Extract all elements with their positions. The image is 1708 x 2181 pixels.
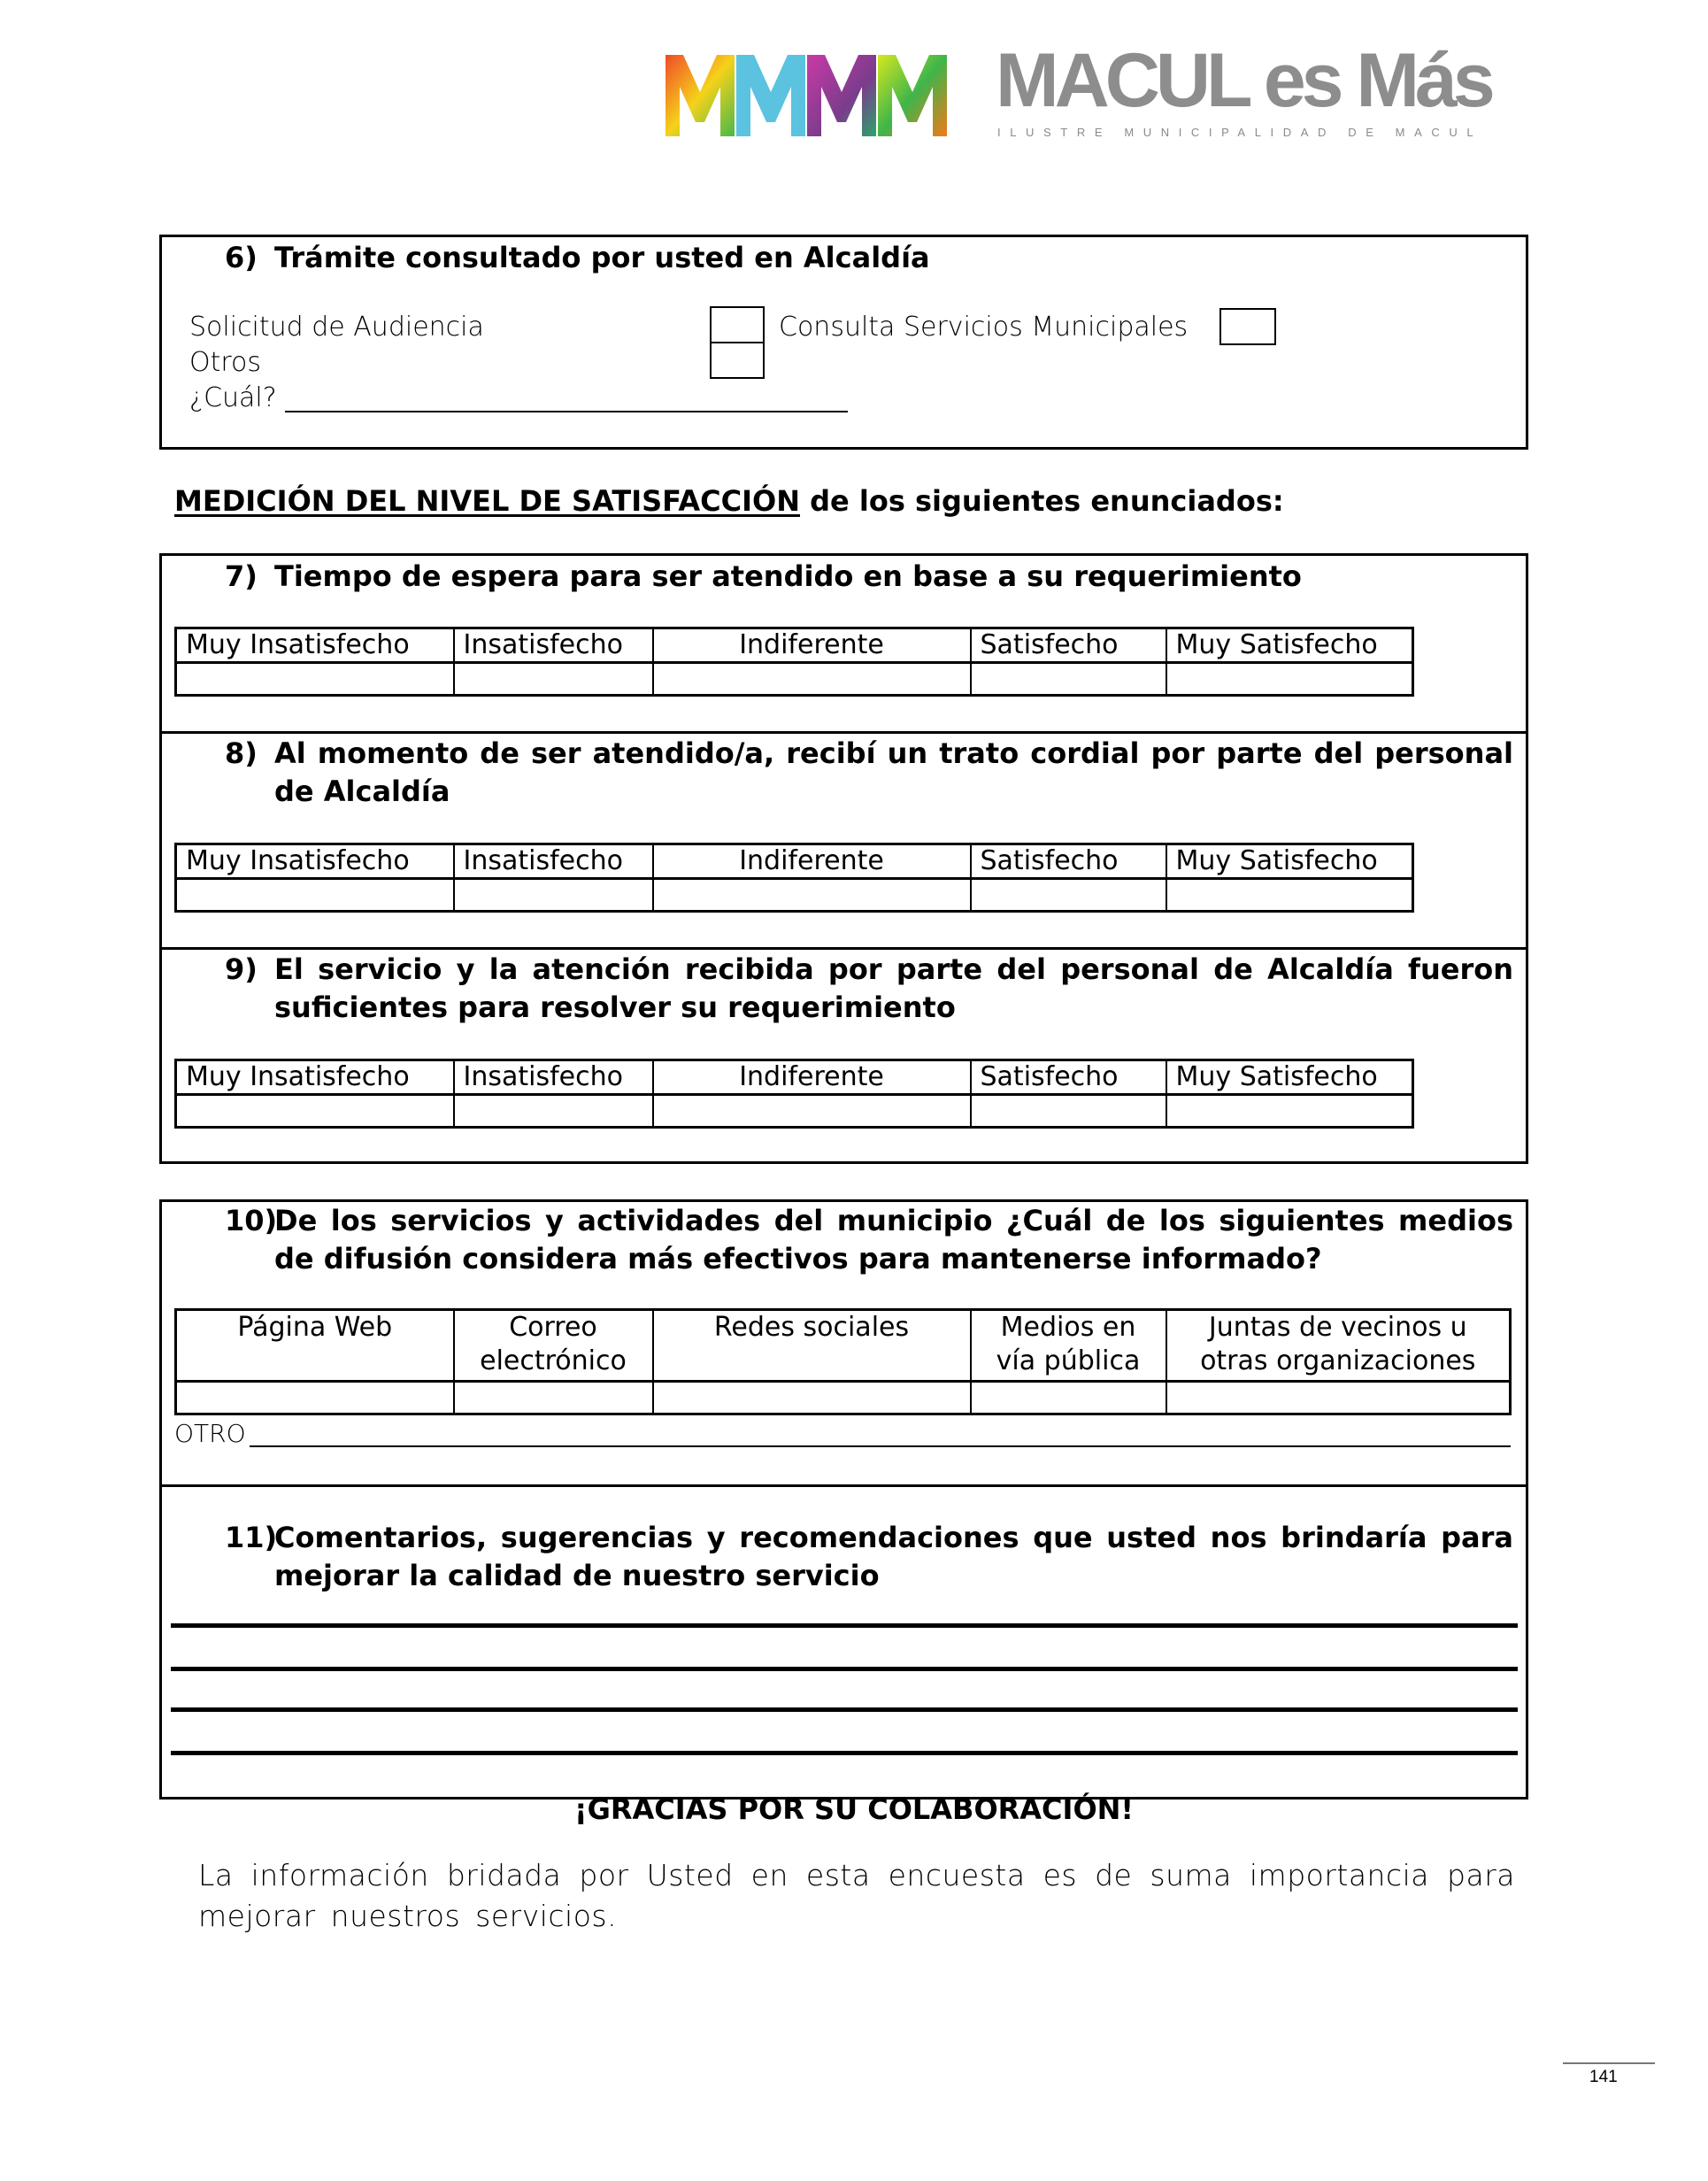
comment-line[interactable] [171,1751,1518,1755]
brand-title: MACUL es Más [996,38,1491,123]
q9-answer-indiferente[interactable] [653,1095,971,1128]
q8-answer-muy-insatisfecho[interactable] [176,879,454,912]
question-7-number: 7) [225,559,258,593]
scale-label: Insatisfecho [454,628,653,663]
media-option-label: Redes sociales [653,1310,971,1382]
thanks-message: ¡GRACIAS POR SU COLABORACIÓN! [573,1792,1135,1826]
scale-label: Insatisfecho [454,1060,653,1095]
q7-answer-muy-satisfecho[interactable] [1166,663,1413,696]
question-9-number: 9) [225,952,258,986]
q10-answer-redes-sociales[interactable] [653,1382,971,1414]
scale-label: Muy Insatisfecho [176,844,454,879]
option-consulta-servicios-label: Consulta Servicios Municipales [779,312,1189,343]
question-10-media-table [174,1308,1512,1415]
question-6-title: Trámite consultado por usted en Alcaldía [274,241,930,274]
q10-answer-pagina-web[interactable] [176,1382,454,1414]
logo-m-icon [807,55,876,136]
section-heading [174,482,1284,520]
question-8-number: 8) [225,736,258,770]
q8-answer-muy-satisfecho[interactable] [1166,879,1413,912]
cual-input-line[interactable] [285,411,848,412]
option-consulta-servicios-checkbox[interactable] [1219,308,1276,345]
scale-label: Indiferente [653,844,971,879]
divider [159,947,1528,950]
section-heading-underlined: MEDICIÓN DEL NIVEL DE SATISFACCIÓN [174,484,800,518]
section-heading-rest: de los siguientes enunciados: [799,484,1284,518]
logo-m-icon [666,55,735,136]
q9-answer-satisfecho[interactable] [971,1095,1166,1128]
scale-label: Muy Insatisfecho [176,1060,454,1095]
q8-answer-insatisfecho[interactable] [454,879,653,912]
option-solicitud-audiencia-checkbox[interactable] [710,306,765,343]
scale-label: Insatisfecho [454,844,653,879]
question-11-number: 11) [225,1521,278,1554]
option-solicitud-audiencia-label: Solicitud de Audiencia [189,312,484,343]
scale-label: Muy Satisfecho [1166,844,1413,879]
option-otros-checkbox[interactable] [710,342,765,379]
q9-answer-muy-insatisfecho[interactable] [176,1095,454,1128]
question-9-text: El servicio y la atención recibida por parte del personal de Alcaldía fueron suficientes para resolver su requerimiento [274,952,1513,1024]
otro-label: OTRO [174,1419,246,1448]
closing-paragraph: La información bridada por Usted en esta encuesta es de suma importancia para mejorar nuestros servicios. [198,1858,1515,1933]
scale-label: Satisfecho [971,628,1166,663]
q10-answer-juntas-vecinos[interactable] [1166,1382,1511,1414]
question-7-scale-table [174,627,1414,697]
comment-line[interactable] [171,1623,1518,1628]
q8-answer-indiferente[interactable] [653,879,971,912]
scale-label: Muy Insatisfecho [176,628,454,663]
scale-label: Muy Satisfecho [1166,628,1413,663]
q10-answer-via-publica[interactable] [971,1382,1166,1414]
comment-line[interactable] [171,1667,1518,1671]
question-7-text: Tiempo de espera para ser atendido en base a su requerimiento [274,559,1302,593]
question-11-text: Comentarios, sugerencias y recomendaciones que usted nos brindaría para mejorar la calidad de nuestro servicio [274,1521,1513,1592]
q9-answer-insatisfecho[interactable] [454,1095,653,1128]
media-option-label: Medios en vía pública [971,1310,1166,1382]
question-10-text: De los servicios y actividades del municipio ¿Cuál de los siguientes medios de difusión considera más efectivos para mantenerse informado? [274,1204,1513,1275]
question-8-text: Al momento de ser atendido/a, recibí un trato cordial por parte del personal de Alcaldía [274,736,1513,808]
cual-label: ¿Cuál? [189,382,277,413]
divider [159,1484,1528,1487]
page-number: 141 [1589,2068,1618,2086]
divider [159,731,1528,734]
logo-m-icon [878,55,947,136]
comment-line[interactable] [171,1707,1518,1712]
q10-answer-correo[interactable] [454,1382,653,1414]
brand-subtitle: ILUSTRE MUNICIPALIDAD DE MACUL [997,126,1483,139]
scale-label: Indiferente [653,628,971,663]
question-6-number: 6) [225,241,258,274]
q7-answer-muy-insatisfecho[interactable] [176,663,454,696]
question-8-scale-table [174,843,1414,913]
q7-answer-satisfecho[interactable] [971,663,1166,696]
logo-m-icon [736,55,805,136]
q7-answer-insatisfecho[interactable] [454,663,653,696]
scale-label: Satisfecho [971,844,1166,879]
q8-answer-satisfecho[interactable] [971,879,1166,912]
media-option-label: Página Web [176,1310,454,1382]
media-option-label: Juntas de vecinos u otras organizaciones [1166,1310,1511,1382]
q9-answer-muy-satisfecho[interactable] [1166,1095,1413,1128]
media-option-label: Correo electrónico [454,1310,653,1382]
question-9-scale-table [174,1059,1414,1129]
scale-label: Muy Satisfecho [1166,1060,1413,1095]
scale-label: Indiferente [653,1060,971,1095]
otro-input-line[interactable] [250,1445,1511,1447]
option-otros-label: Otros [189,347,262,378]
q7-answer-indiferente[interactable] [653,663,971,696]
page-number-rule [1563,2062,1655,2064]
question-10-number: 10) [225,1204,278,1237]
scale-label: Satisfecho [971,1060,1166,1095]
